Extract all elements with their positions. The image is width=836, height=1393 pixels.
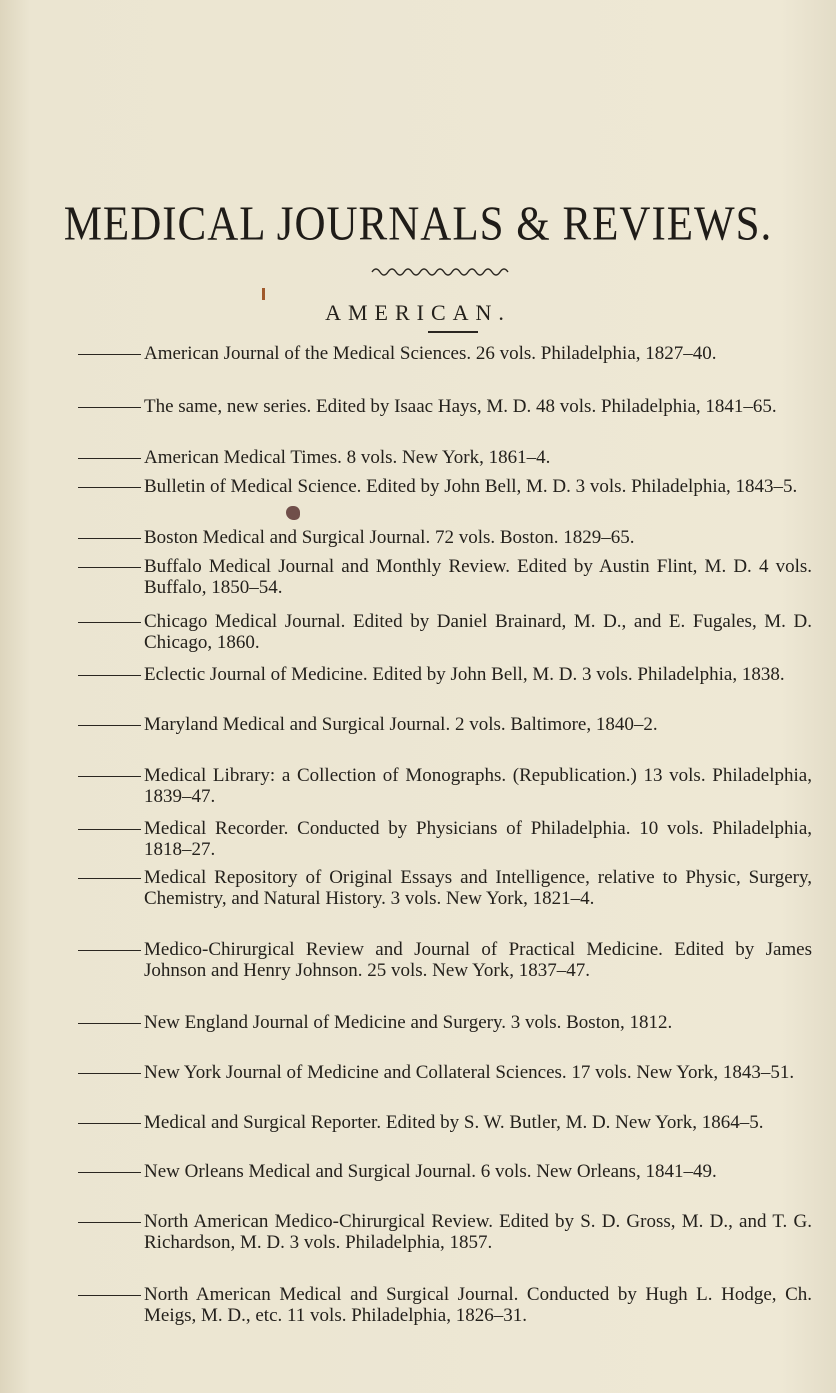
list-item xyxy=(144,556,812,598)
entry-text: American Medical Times. 8 vols. New York, 1861–4. xyxy=(144,447,551,468)
entry-text: North American Medical and Surgical Journal. Conducted by Hugh L. Hodge, Ch. Meigs, M. D., etc. 11 vols. Philadelphia, 1826–31. xyxy=(144,1284,812,1326)
list-item xyxy=(144,1112,812,1133)
list-item xyxy=(144,1062,812,1083)
entry-dash xyxy=(78,487,141,488)
entry-dash xyxy=(78,1295,141,1296)
list-item xyxy=(144,396,812,417)
entry-dash xyxy=(78,829,141,830)
entry-dash xyxy=(78,675,141,676)
entry-text: New Orleans Medical and Surgical Journal. 6 vols. New Orleans, 1841–49. xyxy=(144,1161,717,1182)
entry-text: The same, new series. Edited by Isaac Hays, M. D. 48 vols. Philadelphia, 1841–65. xyxy=(144,396,777,417)
entry-dash xyxy=(78,458,141,459)
list-item xyxy=(144,1161,812,1182)
ink-smudge xyxy=(286,506,300,520)
entry-text: New York Journal of Medicine and Collateral Sciences. 17 vols. New York, 1843–51. xyxy=(144,1062,795,1083)
entry-dash xyxy=(78,622,141,623)
entry-dash xyxy=(78,725,141,726)
list-item xyxy=(144,611,812,653)
entry-text: Buffalo Medical Journal and Monthly Review. Edited by Austin Flint, M. D. 4 vols. Buffalo, 1850–54. xyxy=(144,556,812,598)
entry-text: North American Medico-Chirurgical Review. Edited by S. D. Gross, M. D., and T. G. Richardson, M. D. 3 vols. Philadelphia, 1857. xyxy=(144,1211,812,1253)
list-item xyxy=(144,1284,812,1326)
list-item xyxy=(144,867,812,909)
list-item xyxy=(144,939,812,981)
entry-text: Chicago Medical Journal. Edited by Daniel Brainard, M. D., and E. Fugales, M. D. Chicago, 1860. xyxy=(144,611,812,653)
list-item xyxy=(144,714,812,735)
entry-text: Eclectic Journal of Medicine. Edited by John Bell, M. D. 3 vols. Philadelphia, 1838. xyxy=(144,664,785,685)
entry-dash xyxy=(78,407,141,408)
list-item xyxy=(144,1211,812,1253)
entry-text: Medical Library: a Collection of Monographs. (Republication.) 13 vols. Philadelphia, 1839–47. xyxy=(144,765,812,807)
entry-dash xyxy=(78,950,141,951)
list-item xyxy=(144,343,812,364)
entry-text: Bulletin of Medical Science. Edited by John Bell, M. D. 3 vols. Philadelphia, 1843–5. xyxy=(144,476,798,497)
entry-text: Medical and Surgical Reporter. Edited by S. W. Butler, M. D. New York, 1864–5. xyxy=(144,1112,764,1133)
entry-dash xyxy=(78,538,141,539)
list-item xyxy=(144,527,812,548)
entry-dash xyxy=(78,1023,141,1024)
list-item xyxy=(144,765,812,807)
entry-dash xyxy=(78,354,141,355)
entry-dash xyxy=(78,776,141,777)
entry-text: Maryland Medical and Surgical Journal. 2 vols. Baltimore, 1840–2. xyxy=(144,714,658,735)
list-item xyxy=(144,818,812,860)
entry-dash xyxy=(78,878,141,879)
entry-dash xyxy=(78,1123,141,1124)
entry-text: Medical Repository of Original Essays and Intelligence, relative to Physic, Surgery, Chemistry, and Natural History. 3 vols. New York, 1821–4. xyxy=(144,867,812,909)
entry-text: American Journal of the Medical Sciences. 26 vols. Philadelphia, 1827–40. xyxy=(144,343,717,364)
list-item xyxy=(144,1012,812,1033)
list-item xyxy=(144,447,812,468)
entry-dash xyxy=(78,1222,141,1223)
entry-text: Medico-Chirurgical Review and Journal of Practical Medicine. Edited by James Johnson and Henry Johnson. 25 vols. New York, 1837–47. xyxy=(144,939,812,981)
entry-text: Boston Medical and Surgical Journal. 72 vols. Boston. 1829–65. xyxy=(144,527,635,548)
entry-dash xyxy=(78,1073,141,1074)
list-item xyxy=(144,664,812,685)
section-heading: AMERICAN. xyxy=(325,300,511,325)
entry-dash xyxy=(78,1172,141,1173)
entry-dash xyxy=(78,567,141,568)
page-title: MEDICAL JOURNALS & REVIEWS. xyxy=(63,198,773,251)
list-item xyxy=(144,476,812,497)
entry-text: New England Journal of Medicine and Surgery. 3 vols. Boston, 1812. xyxy=(144,1012,673,1033)
entry-text: Medical Recorder. Conducted by Physicians of Philadelphia. 10 vols. Philadelphia, 1818–27. xyxy=(144,818,812,860)
